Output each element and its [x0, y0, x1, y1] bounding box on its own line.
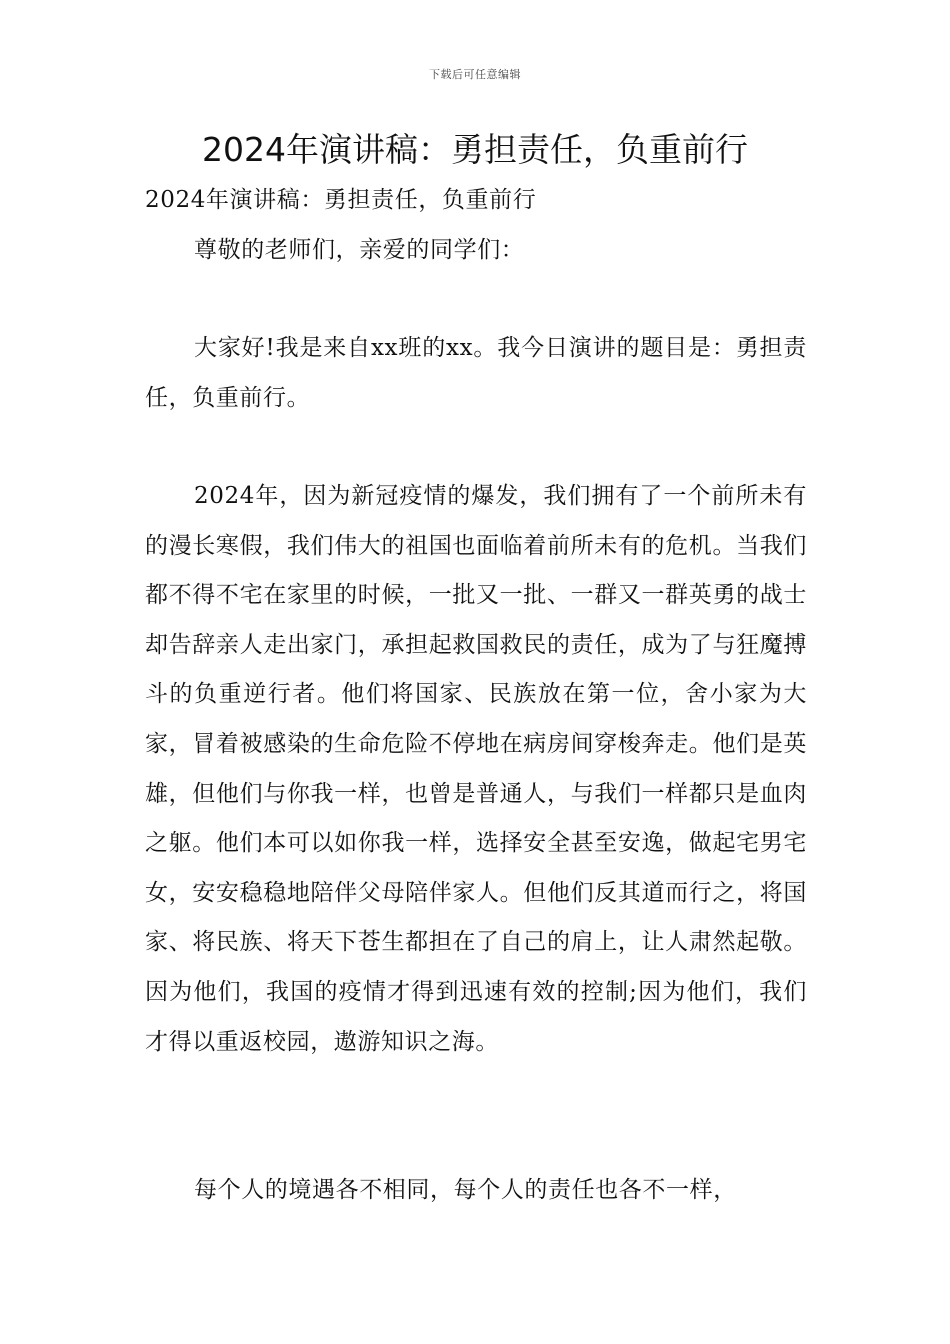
paragraph-introduction: 大家好!我是来自xx班的xx。我今日演讲的题目是：勇担责任，负重前行。	[145, 335, 807, 411]
greeting-paragraph: 尊敬的老师们，亲爱的同学们：	[194, 237, 525, 263]
header-note: 下载后可任意编辑	[429, 68, 521, 81]
paragraph-pandemic: 2024年，因为新冠疫情的爆发，我们拥有了一个前所未有的漫长寒假，我们伟大的祖国也面临着前所未有的危机。当我们都不得不宅在家里的时候，一批又一批、一群又一群英勇的战士却告辞亲人走出家门，承担起救国救民的责任，成为了与狂魔搏斗的负重逆行者。他们将国家、民族放在第一位，舍小家为大家，冒着被感染的生命危险不停地在病房间穿梭奔走。他们是英雄，但他们与你我一样，也曾是普通人，与我们一样都只是血肉之躯。他们本可以如你我一样，选择安全甚至安逸，做起宅男宅女，安安稳稳地陪伴父母陪伴家人。但他们反其道而行之，将国家、将民族、将天下苍生都担在了自己的肩上，让人肃然起敬。因为他们，我国的疫情才得到迅速有效的控制;因为他们，我们才得以重返校园，遨游知识之海。	[145, 483, 807, 1055]
paragraph-responsibility: 每个人的境遇各不相同，每个人的责任也各不一样，	[194, 1177, 737, 1203]
document-title: 2024年演讲稿：勇担责任，负重前行	[202, 130, 748, 169]
document-subtitle: 2024年演讲稿：勇担责任，负重前行	[145, 187, 537, 213]
